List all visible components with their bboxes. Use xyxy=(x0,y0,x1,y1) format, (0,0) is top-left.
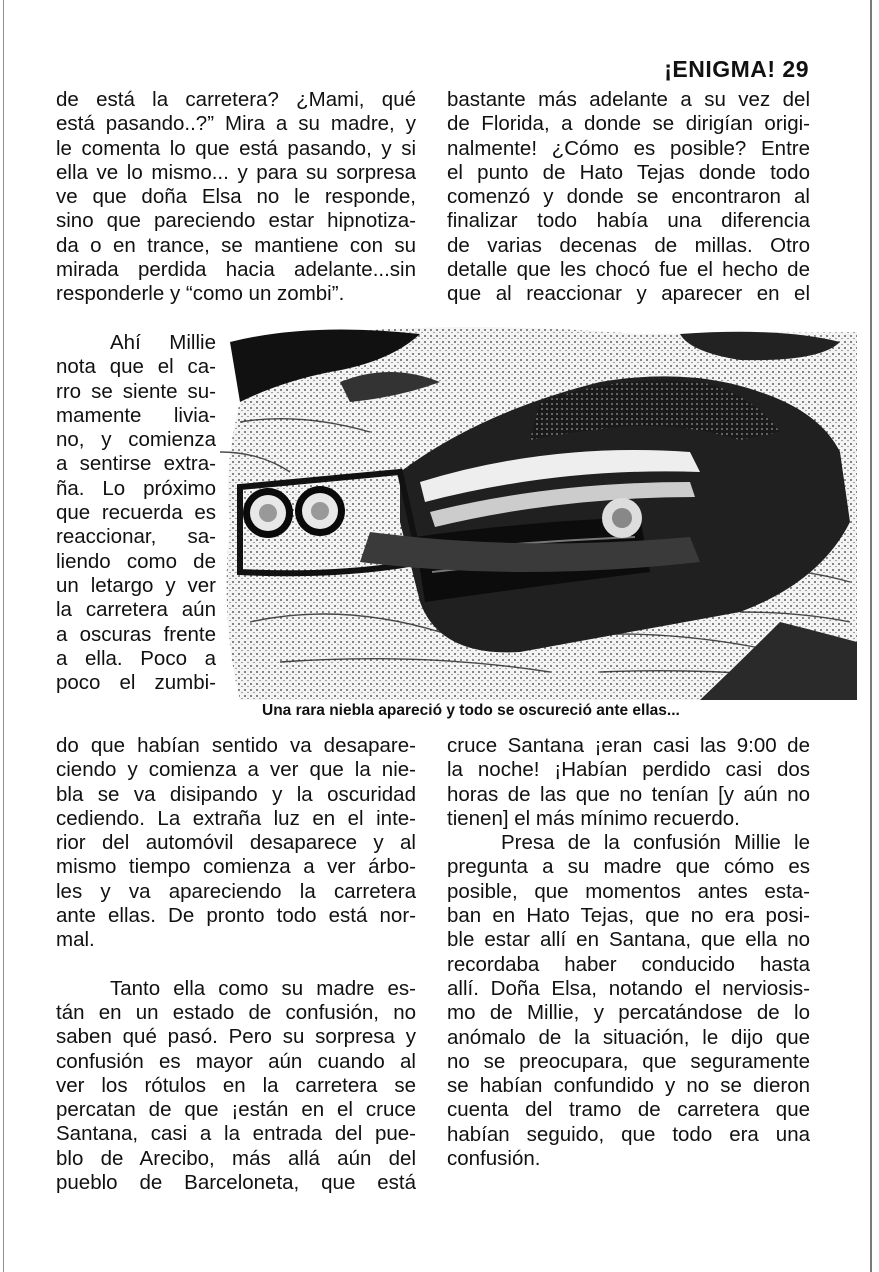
text-line: bastante más adelante a su vez del xyxy=(447,88,810,111)
text-line: le comenta lo que está pasando, y si xyxy=(56,136,416,160)
text-line: confusión. xyxy=(447,1147,541,1171)
text-line: que al reaccionar y aparecer en el xyxy=(447,282,810,306)
right-column-bottom xyxy=(447,734,810,1171)
text-line: horas de las que no tenían [y aún no xyxy=(447,782,810,806)
text-line: saben qué pasó. Pero su sorpresa y xyxy=(56,1025,416,1049)
left-column-narrow xyxy=(56,331,216,695)
text-line: finalizar todo había una diferencia xyxy=(447,209,810,233)
text-line: recordaba haber conducido hasta xyxy=(447,952,810,976)
text-line: liendo como de xyxy=(56,549,216,573)
text-line: tienen] el más mínimo recuerdo. xyxy=(447,806,740,830)
text-line: Presa de la confusión Millie le xyxy=(501,831,810,855)
text-line: confusión es mayor aún cuando al xyxy=(56,1049,416,1073)
text-line: nalmente! ¿Cómo es posible? Entre xyxy=(447,136,810,160)
text-line: pregunta a su madre que cómo es xyxy=(447,855,810,879)
text-line: comenzó y donde se encontraron al xyxy=(447,185,810,209)
text-line: la noche! ¡Habían perdido casi dos xyxy=(447,758,810,782)
text-line: posible, que momentos antes esta- xyxy=(447,879,810,903)
text-line: ciendo y comienza a ver que la nie- xyxy=(56,758,416,782)
text-line: les y va apareciendo la carretera xyxy=(56,879,416,903)
text-line: un letargo y ver xyxy=(56,573,216,597)
text-line: se habían confundido y no se dieron xyxy=(447,1074,810,1098)
text-line: Ahí Millie xyxy=(110,331,216,354)
text-line: tán en un estado de confusión, no xyxy=(56,1000,416,1024)
text-line: Santana, casi a la entrada del pue- xyxy=(56,1122,416,1146)
text-line: ban en Hato Tejas, que no era posi- xyxy=(447,904,810,928)
text-line: a ella. Poco a xyxy=(56,646,216,670)
text-line: ve que doña Elsa no le responde, xyxy=(56,185,416,209)
text-line: que recuerda es xyxy=(56,501,216,525)
car-in-fog-photo xyxy=(220,322,857,700)
text-line: ante ellas. De pronto todo está nor- xyxy=(56,904,416,928)
text-line: reaccionar, sa- xyxy=(56,525,216,549)
text-line: mo de Millie, y percatándose de lo xyxy=(447,1001,810,1025)
text-line: la carretera aún xyxy=(56,598,216,622)
text-line: pueblo de Barceloneta, que está xyxy=(56,1171,416,1195)
text-line: da o en trance, se mantiene con su xyxy=(56,233,416,257)
text-line: Tanto ella como su madre es- xyxy=(110,976,416,1000)
text-line: de varias decenas de millas. Otro xyxy=(447,233,810,257)
text-line: detalle que les chocó fue el hecho de xyxy=(447,258,810,282)
text-line: el punto de Hato Tejas donde todo xyxy=(447,160,810,184)
text-line: de está la carretera? ¿Mami, qué xyxy=(56,88,416,111)
text-line: cruce Santana ¡eran casi las 9:00 de xyxy=(447,734,810,757)
text-line: mismo tiempo comienza a ver árbo- xyxy=(56,855,416,879)
text-line: bla se va disipando y la oscuridad xyxy=(56,782,416,806)
text-line: de Florida, a donde se dirigían origi- xyxy=(447,112,810,136)
text-line: percatan de que ¡están en el cruce xyxy=(56,1098,416,1122)
text-line: allí. Doña Elsa, notando el nerviosis- xyxy=(447,976,810,1000)
text-line: ña. Lo próximo xyxy=(56,476,216,500)
photo-caption: Una rara niebla apareció y todo se oscureció ante ellas... xyxy=(262,702,680,719)
right-column-top xyxy=(447,88,810,307)
left-column-bottom xyxy=(56,734,416,1195)
text-line: mal. xyxy=(56,928,95,952)
text-line: cuenta del tramo de carretera que xyxy=(447,1098,810,1122)
text-line: mamente livia- xyxy=(56,403,216,427)
text-line: anómalo de la situación, le dijo que xyxy=(447,1025,810,1049)
text-line: do que habían sentido va desapare- xyxy=(56,734,416,757)
text-line: a oscuras frente xyxy=(56,622,216,646)
text-line: no se preocupara, que seguramente xyxy=(447,1049,810,1073)
text-line: a sentirse extra- xyxy=(56,452,216,476)
scan-edge xyxy=(870,0,872,1272)
text-line: habían seguido, que todo era una xyxy=(447,1122,810,1146)
text-line: ver los rótulos en la carretera se xyxy=(56,1073,416,1097)
text-line: rro se siente su- xyxy=(56,379,216,403)
text-line: nota que el ca- xyxy=(56,355,216,379)
text-line: rior del automóvil desaparece y al xyxy=(56,831,416,855)
scan-edge xyxy=(3,0,4,1272)
page-header: ¡ENIGMA! 29 xyxy=(664,56,809,82)
text-line: responderle y “como un zombi”. xyxy=(56,282,345,306)
text-line: ella ve lo mismo... y para su sorpresa xyxy=(56,160,416,184)
text-line: está pasando..?” Mira a su madre, y xyxy=(56,112,416,136)
text-line: mirada perdida hacia adelante...sin xyxy=(56,258,416,282)
text-line: ble estar allí en Santana, que ella no xyxy=(447,928,810,952)
text-line: cediendo. La extraña luz en el inte- xyxy=(56,806,416,830)
text-line: no, y comienza xyxy=(56,428,216,452)
text-line: blo de Arecibo, más allá aún del xyxy=(56,1146,416,1170)
left-column-top xyxy=(56,88,416,307)
text-line: poco el zumbi- xyxy=(56,671,216,695)
text-line: sino que pareciendo estar hipnotiza- xyxy=(56,209,416,233)
